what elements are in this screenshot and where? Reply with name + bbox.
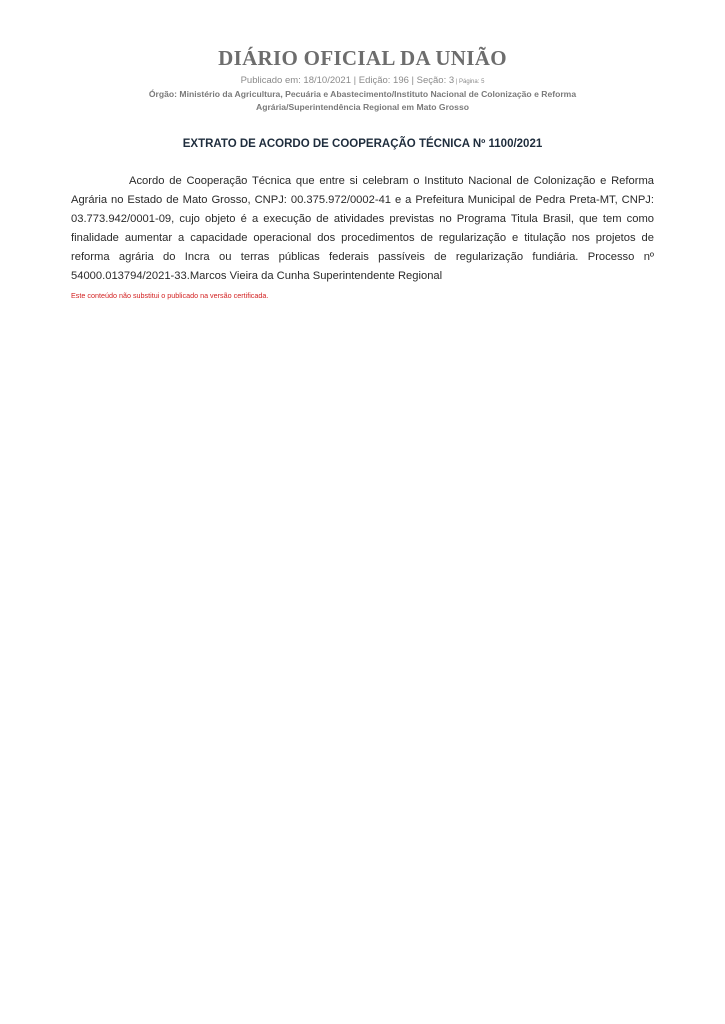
orgao-line: Órgão: Ministério da Agricultura, Pecuária e Abastecimento/Instituto Nacional de Colonização e Reforma Agrária/Superintendência Regional em Mato Grosso — [148, 89, 577, 112]
masthead-title: DIÁRIO OFICIAL DA UNIÃO — [218, 46, 507, 70]
publication-info — [0, 74, 725, 89]
publication-details: Publicado em: 18/10/2021 | Edição: 196 | Seção: 3 — [240, 75, 455, 86]
disclaimer-text: Este conteúdo não substitui o publicado na versão certificada. — [71, 291, 269, 300]
page-number: | Página: 5 — [454, 79, 485, 85]
document-body: Acordo de Cooperação Técnica que entre si celebram o Instituto Nacional de Colonização e Reforma Agrária no Estado de Mato Grosso, CNPJ: 00.375.972/0002-41 e a Prefeitura Municipal de Pedra Preta-MT, CNPJ: 03.773.942/0001-09, cujo objeto é a execução de atividades previstas no Programa Titula Brasil, que tem como finalidade aumentar a capacidade operacional dos procedimentos de regularização e titulação nos projetos de reforma agrária do Incra ou terras públicas federais passíveis de regularização fundiária. Processo nº 54000.013794/2021-33.Marcos Vieira da Cunha Superintendente Regional — [71, 175, 654, 282]
document-title: EXTRATO DE ACORDO DE COOPERAÇÃO TÉCNICA Nº 1100/2021 — [182, 138, 543, 150]
